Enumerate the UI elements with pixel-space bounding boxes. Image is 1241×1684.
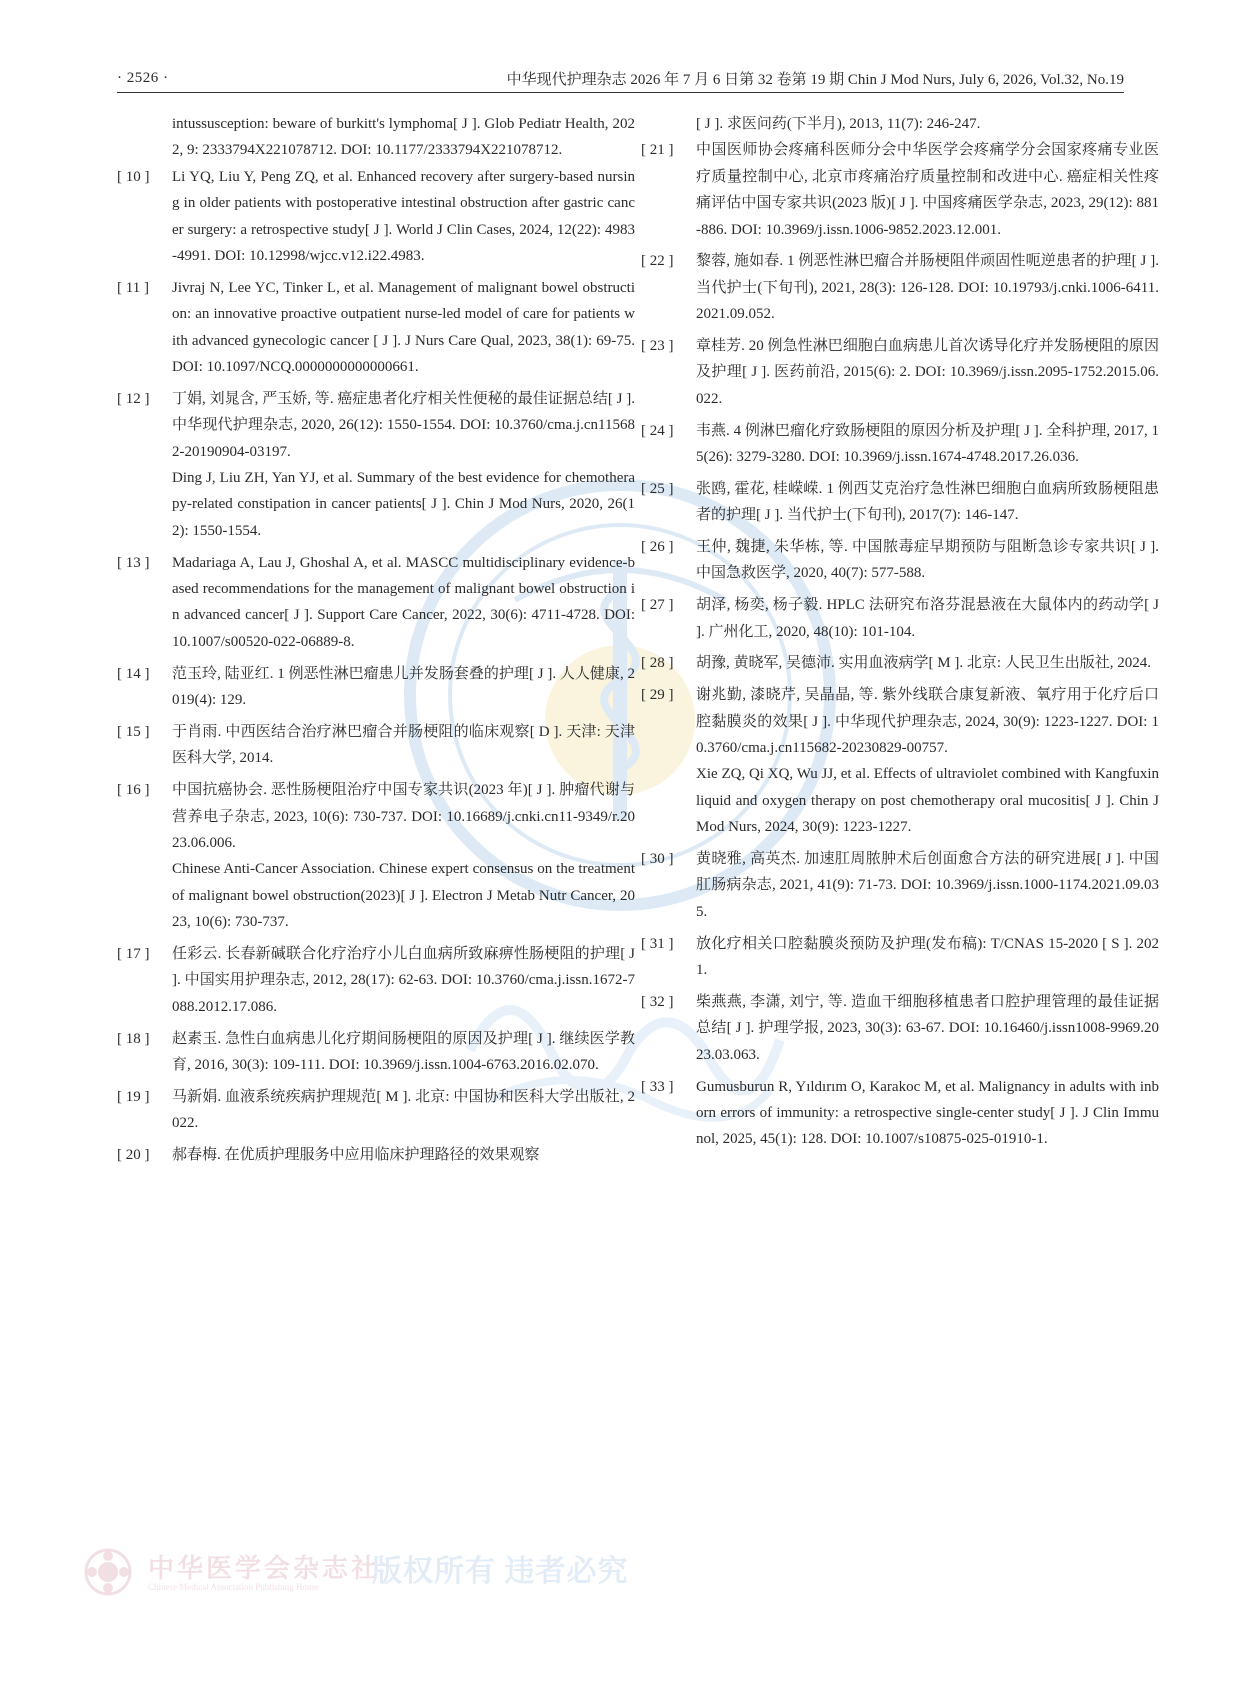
reference-number: [ 22 ]: [641, 253, 674, 270]
reference-number: [ 13 ]: [117, 554, 150, 571]
copyright-label: 版权所有 违者必究: [372, 1555, 629, 1588]
reference-number: [ 11 ]: [117, 279, 149, 296]
reference-number: [ 33 ]: [641, 1078, 674, 1095]
reference-number: [ 30 ]: [641, 851, 674, 868]
reference-number: [ 17 ]: [117, 945, 150, 962]
publisher-name-en: Chinese Medical Association Publishing House: [148, 1582, 319, 1592]
reference-text: 谢兆勤, 漆晓芹, 吴晶晶, 等. 紫外线联合康复新液、氧疗用于化疗后口腔黏膜炎的效果[ J ]. 中华现代护理杂志, 2024, 30(9): 1223-1227. DOI: 10.3760/cma.j.cn115682-20230829-00757.: [696, 687, 1159, 757]
reference-number: [ 32 ]: [641, 993, 674, 1010]
publisher-logo-icon: [82, 1546, 134, 1598]
running-head: 中华现代护理杂志 2026 年 7 月 6 日第 32 卷第 19 期 Chin J Mod Nurs, July 6, 2026, Vol.32, No.19: [506, 72, 1124, 88]
reference-text: 胡豫, 黄晓军, 吴德沛. 实用血液病学[ M ]. 北京: 人民卫生出版社, 2024.: [696, 655, 1151, 672]
page-header: [117, 68, 1124, 92]
reference-item: [117, 550, 635, 656]
reference-text: 黎蓉, 施如春. 1 例恶性淋巴瘤合并肠梗阻伴顽固性呃逆患者的护理[ J ]. 当代护士(下旬刊), 2021, 28(3): 126-128. DOI: 10.19793/j.cnki.1006-6411.2021.09.052.: [696, 253, 1159, 323]
reference-text: 放化疗相关口腔黏膜炎预防及护理(发布稿): T/CNAS 15-2020 [ S ]. 2021.: [696, 935, 1159, 979]
page-number: · 2526 ·: [117, 70, 169, 86]
reference-number: [ 31 ]: [641, 935, 674, 952]
reference-text: 赵素玉. 急性白血病患儿化疗期间肠梗阻的原因及护理[ J ]. 继续医学教育, 2016, 30(3): 109-111. DOI: 10.3969/j.issn.1004-6763.2016.02.070.: [172, 1030, 635, 1073]
reference-item: [641, 931, 1159, 984]
reference-number: [ 23 ]: [641, 338, 674, 355]
reference-item: [641, 333, 1159, 412]
reference-text: Madariaga A, Lau J, Ghoshal A, et al. MASCC multidisciplinary evidence-based recommendations for the management of malignant bowel obstruction in advanced cancer[ J ]. Support Care Cancer, 2022, 30(6): 4711-4728. DOI: 10.1007/s00520-022-06889-8.: [172, 554, 635, 650]
reference-item: [117, 941, 635, 1020]
reference-item: [117, 164, 635, 270]
reference-item: [117, 1026, 635, 1079]
reference-text: Gumusburun R, Yıldırım O, Karakoc M, et al. Malignancy in adults with inborn errors of immunity: a retrospective single-center study[ J ]. J Clin Immunol, 2025, 45(1): 128. DOI: 10.1007/s10875-025-01910-1.: [696, 1078, 1159, 1148]
header-rule: [117, 92, 1124, 93]
reference-text: 于肖雨. 中西医结合治疗淋巴瘤合并肠梗阻的临床观察[ D ]. 天津: 天津医科大学, 2014.: [172, 723, 635, 767]
reference-text-english: Xie ZQ, Qi XQ, Wu JJ, et al. Effects of ultraviolet combined with Kangfuxin liquid and oxygen therapy on post chemotherapy oral mucositis[ J ]. Chin J Mod Nurs, 2024, 30(9): 1223-1227.: [696, 766, 1159, 836]
reference-column-left: [117, 111, 635, 1174]
reference-number: [ 29 ]: [641, 687, 674, 704]
reference-column-right: [641, 111, 1159, 1158]
reference-item: [641, 1074, 1159, 1153]
reference-text: 胡泽, 杨奕, 杨子毅. HPLC 法研究布洛芬混悬液在大鼠体内的药动学[ J ]. 广州化工, 2020, 48(10): 101-104.: [696, 597, 1159, 640]
reference-item: [641, 650, 1159, 676]
reference-number: [ 18 ]: [117, 1030, 150, 1047]
reference-item: [641, 592, 1159, 645]
reference-number: [ 28 ]: [641, 655, 674, 672]
reference-text: 中国医师协会疼痛科医师分会中华医学会疼痛学分会国家疼痛专业医疗质量控制中心, 北京市疼痛治疗质量控制和改进中心. 癌症相关性疼痛评估中国专家共识(2023 版)[ J ]. 中国疼痛医学杂志, 2023, 29(12): 881-886. DOI: 10.3969/j.issn.1006-9852.2023.12.001.: [696, 142, 1159, 238]
reference-text: 柴燕燕, 李潇, 刘宁, 等. 造血干细胞移植患者口腔护理管理的最佳证据总结[ J ]. 护理学报, 2023, 30(3): 63-67. DOI: 10.16460/j.issn1008-9969.2023.03.063.: [696, 993, 1159, 1063]
reference-item: [117, 386, 635, 544]
reference-text: 中国抗癌协会. 恶性肠梗阻治疗中国专家共识(2023 年)[ J ]. 肿瘤代谢与营养电子杂志, 2023, 10(6): 730-737. DOI: 10.16689/j.cnki.cn11-9349/r.2023.06.006.: [172, 782, 635, 851]
reference-item: [641, 418, 1159, 471]
reference-number: [ 25 ]: [641, 480, 674, 497]
reference-continuation: [ J ]. 求医问药(下半月), 2013, 11(7): 246-247.: [696, 116, 981, 132]
reference-text: 韦燕. 4 例淋巴瘤化疗致肠梗阻的原因分析及护理[ J ]. 全科护理, 2017, 15(26): 3279-3280. DOI: 10.3969/j.issn.1674-4748.2017.26.036.: [696, 422, 1159, 466]
reference-number: [ 24 ]: [641, 422, 674, 439]
reference-text: 丁娟, 刘晁含, 严玉娇, 等. 癌症患者化疗相关性便秘的最佳证据总结[ J ]. 中华现代护理杂志, 2020, 26(12): 1550-1554. DOI: 10.3760/cma.j.cn115682-20190904-03197.: [172, 390, 635, 460]
reference-text: 范玉玲, 陆亚红. 1 例恶性淋巴瘤患儿并发肠套叠的护理[ J ]. 人人健康, 2019(4): 129.: [172, 665, 635, 709]
reference-text-english: Chinese Anti-Cancer Association. Chinese expert consensus on the treatment of malignant bowel obstruction(2023)[ J ]. Electron J Metab Nutr Cancer, 2023, 10(6): 730-737.: [172, 861, 635, 931]
reference-text: 黄晓雅, 高英杰. 加速肛周脓肿术后创面愈合方法的研究进展[ J ]. 中国肛肠病杂志, 2021, 41(9): 71-73. DOI: 10.3969/j.issn.1000-1174.2021.09.035.: [696, 851, 1159, 920]
reference-item: [117, 1084, 635, 1137]
reference-item: [641, 137, 1159, 243]
reference-number: [ 26 ]: [641, 539, 674, 556]
reference-text: 张鸥, 霍花, 桂嵘嵘. 1 例西艾克治疗急性淋巴细胞白血病所致肠梗阻患者的护理[ J ]. 当代护士(下旬刊), 2017(7): 146-147.: [696, 480, 1159, 524]
reference-continuation: intussusception: beware of burkitt's lymphoma[ J ]. Glob Pediatr Health, 2022, 9: 2333794X221078712. DOI: 10.1177/2333794X221078712.: [172, 116, 635, 159]
reference-item: [641, 682, 1159, 840]
reference-number: [ 20 ]: [117, 1146, 150, 1163]
reference-text-english: Ding J, Liu ZH, Yan YJ, et al. Summary of the best evidence for chemotherapy-related constipation in cancer patients[ J ]. Chin J Mod Nurs, 2020, 26(12): 1550-1554.: [172, 470, 635, 539]
reference-text: Li YQ, Liu Y, Peng ZQ, et al. Enhanced recovery after surgery-based nursing in older patients with postoperative intestinal obstruction after gastric cancer surgery: a retrospective study[ J ]. World J Clin Cases, 2024, 12(22): 4983-4991. DOI: 10.12998/wjcc.v12.i22.4983.: [172, 168, 635, 265]
reference-number: [ 27 ]: [641, 597, 674, 614]
reference-number: [ 14 ]: [117, 665, 150, 682]
reference-item: [117, 1142, 635, 1168]
reference-text: 马新娟. 血液系统疾病护理规范[ M ]. 北京: 中国协和医科大学出版社, 2022.: [172, 1088, 635, 1132]
reference-text: 任彩云. 长春新碱联合化疗治疗小儿白血病所致麻痹性肠梗阻的护理[ J ]. 中国实用护理杂志, 2012, 28(17): 62-63. DOI: 10.3760/cma.j.issn.1672-7088.2012.17.086.: [172, 945, 635, 1015]
publisher-watermark: [82, 1542, 629, 1602]
reference-text: 章桂芳. 20 例急性淋巴细胞白血病患儿首次诱导化疗并发肠梗阻的原因及护理[ J ]. 医药前沿, 2015(6): 2. DOI: 10.3969/j.issn.2095-1752.2015.06.022.: [696, 338, 1159, 407]
reference-item: [117, 777, 635, 935]
reference-item: [641, 534, 1159, 587]
reference-text: 王仲, 魏捷, 朱华栋, 等. 中国脓毒症早期预防与阻断急诊专家共识[ J ]. 中国急救医学, 2020, 40(7): 577-588.: [696, 539, 1159, 582]
reference-text: 郝春梅. 在优质护理服务中应用临床护理路径的效果观察: [172, 1146, 540, 1163]
reference-number: [ 10 ]: [117, 168, 150, 185]
reference-text: Jivraj N, Lee YC, Tinker L, et al. Management of malignant bowel obstruction: an innovative proactive outpatient nurse-led model of care for patients with advanced gynecologic cancer [ J ]. J Nurs Care Qual, 2023, 38(1): 69-75. DOI: 10.1097/NCQ.0000000000000661.: [172, 279, 635, 376]
publisher-name: 中华医学会杂志社: [148, 1554, 381, 1583]
reference-item: [117, 719, 635, 772]
reference-item: [117, 661, 635, 714]
reference-number: [ 15 ]: [117, 723, 150, 740]
reference-item: [641, 989, 1159, 1068]
reference-number: [ 16 ]: [117, 782, 150, 799]
reference-number: [ 12 ]: [117, 390, 150, 407]
reference-number: [ 19 ]: [117, 1088, 150, 1105]
reference-number: [ 21 ]: [641, 142, 674, 159]
reference-item: [641, 846, 1159, 925]
reference-item: [641, 476, 1159, 529]
reference-item: [117, 275, 635, 381]
reference-item: [641, 248, 1159, 327]
